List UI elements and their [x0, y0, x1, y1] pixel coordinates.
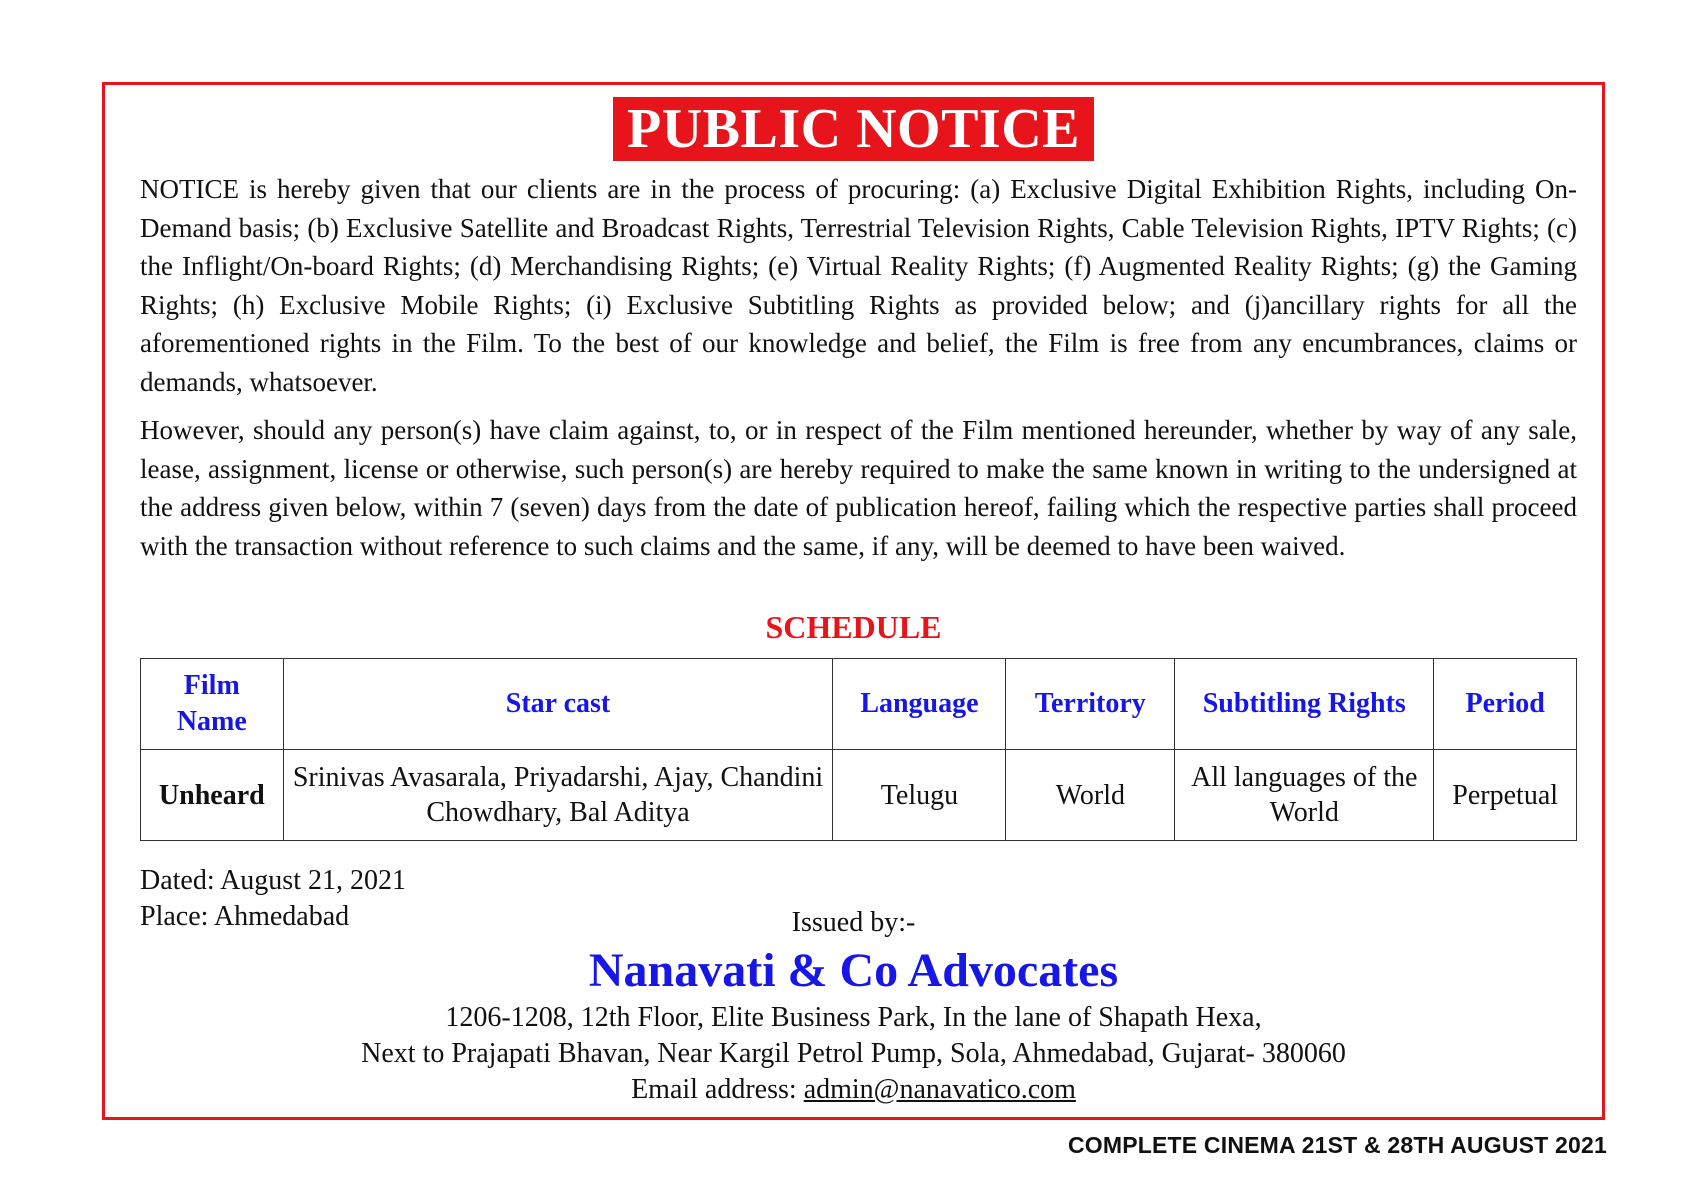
email-label: Email address: — [631, 1074, 797, 1105]
header-territory: Territory — [1006, 659, 1175, 750]
cell-film-name: Unheard — [141, 750, 284, 841]
schedule-table — [140, 658, 1577, 841]
header-film-name: Film Name — [141, 659, 284, 750]
table-header-row — [141, 659, 1577, 750]
cell-subtitling-rights: All languages of the World — [1175, 750, 1434, 841]
cell-language: Telugu — [833, 750, 1006, 841]
email-line — [105, 1072, 1602, 1108]
place-text: Place: Ahmedabad — [140, 901, 350, 932]
address-line-2: Next to Prajapati Bhavan, Near Kargil Petrol Pump, Sola, Ahmedabad, Gujarat- 380060 — [361, 1038, 1346, 1069]
schedule-title: SCHEDULE — [765, 609, 942, 645]
header-language: Language — [833, 659, 1006, 750]
header-period: Period — [1434, 659, 1577, 750]
notice-title: PUBLIC NOTICE — [613, 97, 1094, 161]
title-wrapper — [105, 97, 1602, 161]
table-row — [141, 750, 1577, 841]
header-star-cast: Star cast — [283, 659, 833, 750]
header-subtitling-rights: Subtitling Rights — [1175, 659, 1434, 750]
cell-territory: World — [1006, 750, 1175, 841]
address-line-1: 1206-1208, 12th Floor, Elite Business Park, In the lane of Shapath Hexa, — [445, 1002, 1262, 1033]
publication-footer: COMPLETE CINEMA 21ST & 28TH AUGUST 2021 — [1067, 1132, 1607, 1158]
notice-frame — [102, 82, 1605, 1120]
email-link[interactable]: admin@nanavatico.com — [803, 1074, 1076, 1105]
issued-by: Issued by:- — [791, 907, 916, 938]
cell-star-cast: Srinivas Avasarala, Priyadarshi, Ajay, Chandini Chowdhary, Bal Aditya — [283, 750, 833, 841]
dated-text: Dated: August 21, 2021 — [140, 865, 406, 896]
notice-paragraph-2: However, should any person(s) have claim against, to, or in respect of the Film mentioned hereunder, whether by way of any sale, lease, assignment, license or otherwise, such person(s) are hereby required to make the same known in writing to the undersigned at the address given below, within 7 (seven) days from the date of publication hereof, failing which the respective parties shall proceed with the transaction without reference to such claims and the same, if any, will be deemed to have been waived. — [140, 415, 1577, 561]
notice-paragraph-1: NOTICE is hereby given that our clients are in the process of procuring: (a) Exclusive Digital Exhibition Rights, including On-Demand basis; (b) Exclusive Satellite and Broadcast Rights, Terrestrial Television Rights, Cable Television Rights, IPTV Rights; (c) the Inflight/On-board Rights; (d) Merchandising Rights; (e) Virtual Reality Rights; (f) Augmented Reality Rights; (g) the Gaming Rights; (h) Exclusive Mobile Rights; (i) Exclusive Subtitling Rights as provided below; and (j)ancillary rights for all the aforementioned rights in the Film. To the best of our knowledge and belief, the Film is free from any encumbrances, claims or demands, whatsoever. — [140, 174, 1577, 397]
address-block — [105, 1000, 1602, 1108]
firm-name: Nanavati & Co Advocates — [588, 944, 1119, 997]
cell-period: Perpetual — [1434, 750, 1577, 841]
